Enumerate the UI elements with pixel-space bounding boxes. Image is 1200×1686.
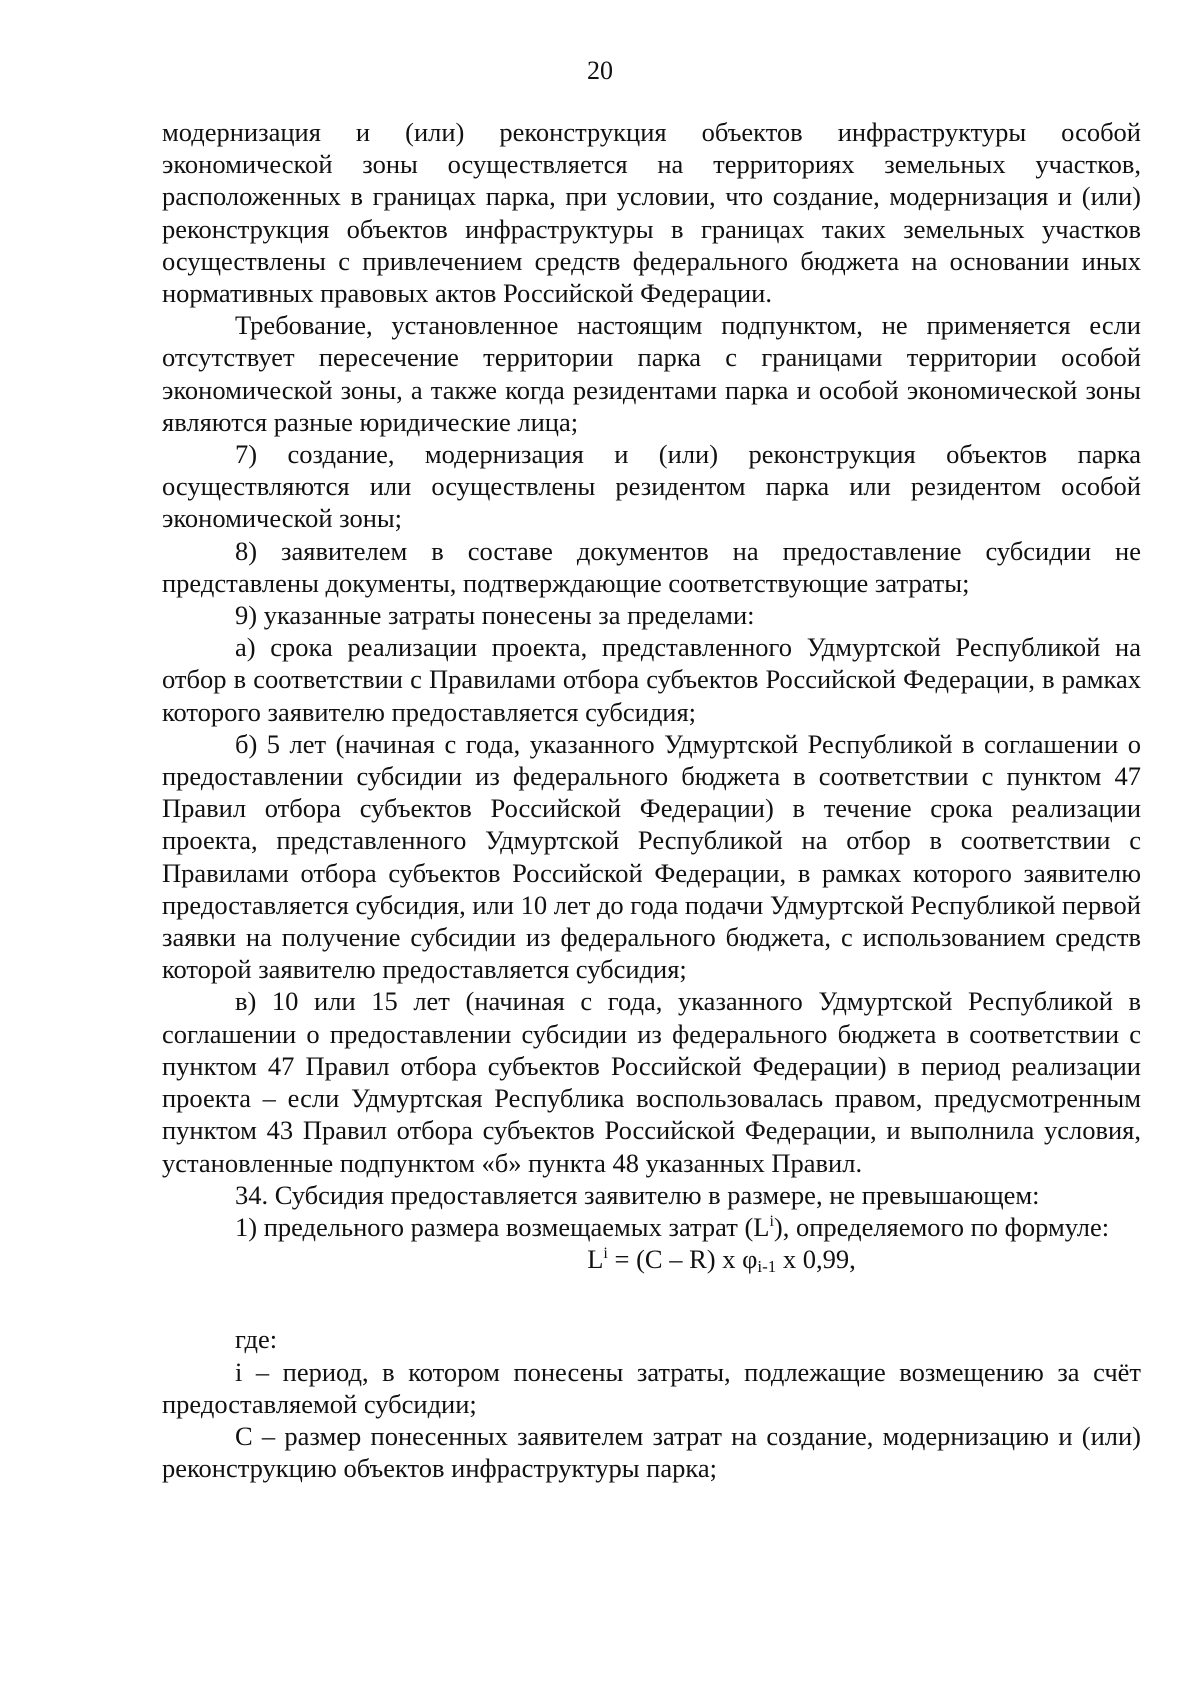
formula	[162, 1243, 1141, 1275]
paragraph-where: где:	[235, 1324, 278, 1355]
page-number: 20	[587, 56, 613, 85]
paragraph-item-9: 9) указанные затраты понесены за пределами:	[235, 600, 755, 631]
paragraph-item-9a: а) срока реализации проекта, представленного Удмуртской Республикой на отбор в соответствии с Правилами отбора субъектов Российской Федерации, в рамках которого заявителю предоставляется субсидия;	[162, 632, 1141, 727]
item-1-after: ), определяемого по формуле:	[773, 1211, 1110, 1242]
paragraph-item-9b: б) 5 лет (начиная с года, указанного Удмуртской Республикой в соглашении о предоставлении субсидии из федерального бюджета в соответствии с пунктом 47 Правил отбора субъектов Российской Федерации) в течение срока реализации проекта, представленного Удмуртской Республикой на отбор в соответствии с Правилами отбора субъектов Российской Федерации, в рамках которого заявителю предоставляется субсидия, или 10 лет до года подачи Удмуртской Республикой первой заявки на получение субсидии из федерального бюджета, с использованием средств которой заявителю предоставляется субсидия;	[162, 728, 1141, 985]
paragraph-item-7: 7) создание, модернизация и (или) реконструкция объектов парка осуществляются или осуществлены резидентом парка или резидентом особой экономической зоны;	[162, 439, 1141, 534]
paragraph-item-9v: в) 10 или 15 лет (начиная с года, указанного Удмуртской Республикой в соглашении о предоставлении субсидии из федерального бюджета в соответствии с пунктом 47 Правил отбора субъектов Российской Федерации) в период реализации проекта – если Удмуртская Республика воспользовалась правом, предусмотренным пунктом 43 Правил отбора субъектов Российской Федерации, и выполнила условия, установленные подпунктом «б» пункта 48 указанных Правил.	[162, 986, 1141, 1178]
formula-end: x 0,99,	[776, 1244, 856, 1275]
paragraph-def-c: C – размер понесенных заявителем затрат на создание, модернизацию и (или) реконструкцию объектов инфраструктуры парка;	[162, 1420, 1141, 1484]
paragraph-def-i: i – период, в котором понесены затраты, подлежащие возмещению за счёт предоставляемой субсидии;	[162, 1356, 1141, 1419]
formula-middle: = (C – R) x φ	[607, 1244, 758, 1275]
paragraph-item-1	[162, 1211, 1141, 1243]
paragraph-requirement: Требование, установленное настоящим подпунктом, не применяется если отсутствует пересечение территории парка с границами территории особой экономической зоны, а также когда резидентами парка и особой экономической зоны являются разные юридические лица;	[162, 310, 1141, 437]
paragraph-continuation: модернизация и (или) реконструкция объектов инфраструктуры особой экономической зоны осуществляется на территориях земельных участков, расположенных в границах парка, при условии, что создание, модернизация и (или) реконструкция объектов инфраструктуры в границах таких земельных участков осуществлены с привлечением средств федерального бюджета на основании иных нормативных правовых актов Российской Федерации.	[162, 117, 1141, 309]
item-1-sup: i	[769, 1212, 774, 1230]
formula-lhs-sup: i	[603, 1245, 608, 1263]
paragraph-clause-34: 34. Субсидия предоставляется заявителю в размере, не превышающем:	[235, 1179, 1040, 1210]
item-1-before: 1) предельного размера возмещаемых затрат (L	[235, 1211, 770, 1242]
document-body	[162, 116, 1141, 1484]
paragraph-item-8: 8) заявителем в составе документов на предоставление субсидии не представлены документы, подтверждающие соответствующие затраты;	[162, 535, 1141, 598]
formula-phi-sub: i-1	[757, 1257, 777, 1277]
formula-lhs: L	[587, 1244, 604, 1275]
